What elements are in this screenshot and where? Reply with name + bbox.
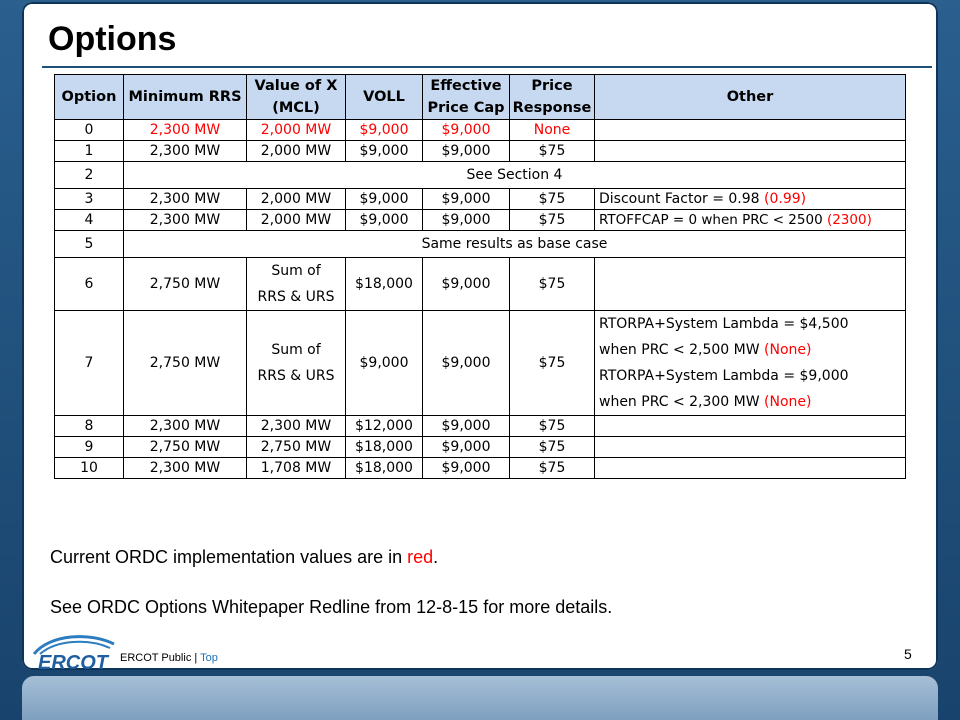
- cell-other: [595, 311, 906, 416]
- cell-resp: None: [510, 120, 595, 141]
- table-row: [55, 458, 906, 479]
- note1-period: .: [433, 547, 439, 567]
- header-price-response: [510, 75, 595, 120]
- cell-option: 5: [55, 231, 124, 258]
- footer-separator: |: [191, 652, 201, 664]
- other-text: when PRC < 2,500 MW: [599, 342, 765, 358]
- cell-value-x: 2,300 MW: [247, 416, 346, 437]
- cell-other: [595, 437, 906, 458]
- cell-option: 8: [55, 416, 124, 437]
- header-option: Option: [55, 75, 124, 120]
- cell-cap: $9,000: [423, 311, 510, 416]
- cell-value-x: 2,750 MW: [247, 437, 346, 458]
- cell-min-rrs: 2,750 MW: [124, 437, 247, 458]
- header-price-resp-line2: Response: [512, 100, 592, 116]
- cell-option: 3: [55, 189, 124, 210]
- cell-min-rrs: 2,300 MW: [124, 458, 247, 479]
- note1-text: Current ORDC implementation values are in: [50, 547, 408, 567]
- cell-span: Same results as base case: [124, 231, 906, 258]
- cell-resp: $75: [510, 437, 595, 458]
- header-effective-cap: [423, 75, 510, 120]
- header-voll: VOLL: [346, 75, 423, 120]
- value-x-line2: RRS & URS: [257, 289, 335, 305]
- cell-voll: $18,000: [346, 258, 423, 311]
- cell-other: [595, 189, 906, 210]
- cell-voll: $9,000: [346, 210, 423, 231]
- table-header-row: [55, 75, 906, 120]
- table-row: [55, 210, 906, 231]
- table-row: [55, 120, 906, 141]
- cell-voll: $9,000: [346, 189, 423, 210]
- cell-resp: $75: [510, 458, 595, 479]
- cell-resp: $75: [510, 189, 595, 210]
- note-red-values: [50, 547, 438, 568]
- cell-voll: $9,000: [346, 311, 423, 416]
- header-eff-cap-line2: Price Cap: [427, 100, 505, 116]
- other-line3: RTORPA+System Lambda = $9,000: [599, 368, 849, 384]
- other-red-text: (None): [764, 394, 812, 410]
- other-text: RTOFFCAP = 0 when PRC < 2500: [599, 212, 827, 228]
- header-eff-cap-line1: Effective: [430, 78, 502, 94]
- cell-min-rrs: 2,300 MW: [124, 120, 247, 141]
- cell-cap: $9,000: [423, 416, 510, 437]
- cell-cap: $9,000: [423, 141, 510, 162]
- footer-top-link[interactable]: Top: [200, 652, 218, 664]
- cell-value-x: 2,000 MW: [247, 141, 346, 162]
- note1-red-word: red: [407, 547, 434, 567]
- value-x-line1: Sum of: [271, 263, 321, 279]
- header-value-x-line2: (MCL): [272, 100, 320, 116]
- cell-value-x: 2,000 MW: [247, 210, 346, 231]
- cell-option: 0: [55, 120, 124, 141]
- cell-span: See Section 4: [124, 162, 906, 189]
- cell-option: 2: [55, 162, 124, 189]
- other-red-text: (2300): [826, 212, 872, 228]
- cell-voll: $9,000: [346, 120, 423, 141]
- other-line1: RTORPA+System Lambda = $4,500: [599, 316, 849, 332]
- cell-value-x: 2,000 MW: [247, 120, 346, 141]
- cell-voll: $18,000: [346, 437, 423, 458]
- other-red-text: (None): [764, 342, 812, 358]
- table-row: [55, 231, 906, 258]
- cell-option: 9: [55, 437, 124, 458]
- table-row: [55, 141, 906, 162]
- header-other: Other: [595, 75, 906, 120]
- cell-resp: $75: [510, 311, 595, 416]
- cell-min-rrs: 2,300 MW: [124, 210, 247, 231]
- other-line4: [599, 389, 903, 415]
- header-min-rrs: Minimum RRS: [124, 75, 247, 120]
- cell-option: 10: [55, 458, 124, 479]
- header-value-x-line1: Value of X: [254, 78, 338, 94]
- cell-other: [595, 258, 906, 311]
- cell-value-x: [247, 258, 346, 311]
- cell-other: [595, 120, 906, 141]
- note-whitepaper: See ORDC Options Whitepaper Redline from 12-8-15 for more details.: [50, 597, 613, 617]
- cell-min-rrs: 2,300 MW: [124, 141, 247, 162]
- cell-other: [595, 458, 906, 479]
- table-row: [55, 416, 906, 437]
- footer-label: [120, 652, 218, 664]
- cell-cap: $9,000: [423, 210, 510, 231]
- cell-value-x: 2,000 MW: [247, 189, 346, 210]
- table-row: [55, 258, 906, 311]
- cell-min-rrs: 2,750 MW: [124, 311, 247, 416]
- footer-public: ERCOT Public: [120, 652, 192, 664]
- other-text: Discount Factor = 0.98: [599, 191, 765, 207]
- bottom-band: [22, 676, 938, 720]
- cell-cap: $9,000: [423, 120, 510, 141]
- cell-resp: $75: [510, 141, 595, 162]
- other-red-text: (0.99): [764, 191, 807, 207]
- cell-other: [595, 141, 906, 162]
- page-number: 5: [904, 646, 912, 662]
- cell-min-rrs: 2,300 MW: [124, 189, 247, 210]
- cell-voll: $9,000: [346, 141, 423, 162]
- cell-min-rrs: 2,300 MW: [124, 416, 247, 437]
- cell-resp: $75: [510, 258, 595, 311]
- value-x-line1: Sum of: [271, 342, 321, 358]
- cell-value-x: [247, 311, 346, 416]
- other-text: when PRC < 2,300 MW: [599, 394, 765, 410]
- value-x-line2: RRS & URS: [257, 368, 335, 384]
- header-price-resp-line1: Price: [531, 78, 573, 94]
- cell-option: 7: [55, 311, 124, 416]
- cell-cap: $9,000: [423, 458, 510, 479]
- cell-resp: $75: [510, 210, 595, 231]
- table-row: [55, 189, 906, 210]
- cell-voll: $18,000: [346, 458, 423, 479]
- cell-resp: $75: [510, 416, 595, 437]
- table-row: [55, 162, 906, 189]
- cell-option: 4: [55, 210, 124, 231]
- cell-cap: $9,000: [423, 437, 510, 458]
- cell-option: 1: [55, 141, 124, 162]
- cell-other: [595, 416, 906, 437]
- options-table: [54, 74, 906, 479]
- cell-value-x: 1,708 MW: [247, 458, 346, 479]
- ercot-logo-icon: [30, 632, 116, 674]
- slide-title: Options: [48, 20, 177, 58]
- cell-option: 6: [55, 258, 124, 311]
- table-row: [55, 311, 906, 416]
- cell-cap: $9,000: [423, 258, 510, 311]
- cell-other: [595, 210, 906, 231]
- cell-min-rrs: 2,750 MW: [124, 258, 247, 311]
- logo-wordmark: ERCOT: [38, 652, 108, 674]
- title-divider: [42, 66, 932, 68]
- header-value-x: [247, 75, 346, 120]
- other-line2: [599, 337, 903, 363]
- cell-voll: $12,000: [346, 416, 423, 437]
- cell-cap: $9,000: [423, 189, 510, 210]
- table-row: [55, 437, 906, 458]
